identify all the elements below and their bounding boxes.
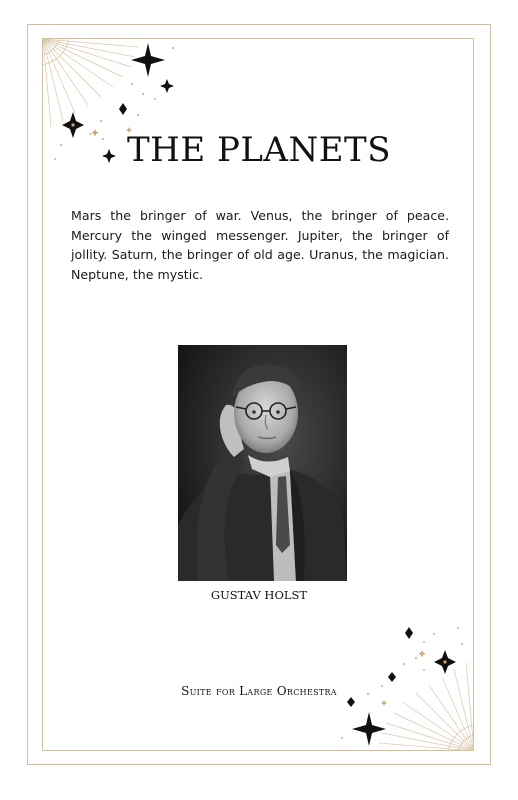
description-paragraph: Mars the bringer of war. Venus, the bringer of peace. Mercury the winged messenger. Jupiter, the bringer of jollity. Saturn, the bringer of old age. Uranus, the magician. Neptune, the mystic. xyxy=(71,208,449,282)
subtitle: Suite for Large Orchestra xyxy=(181,684,337,698)
page-title: THE PLANETS xyxy=(126,130,391,170)
portrait-caption: GUSTAV HOLST xyxy=(210,588,308,602)
portrait-photo xyxy=(178,345,347,581)
